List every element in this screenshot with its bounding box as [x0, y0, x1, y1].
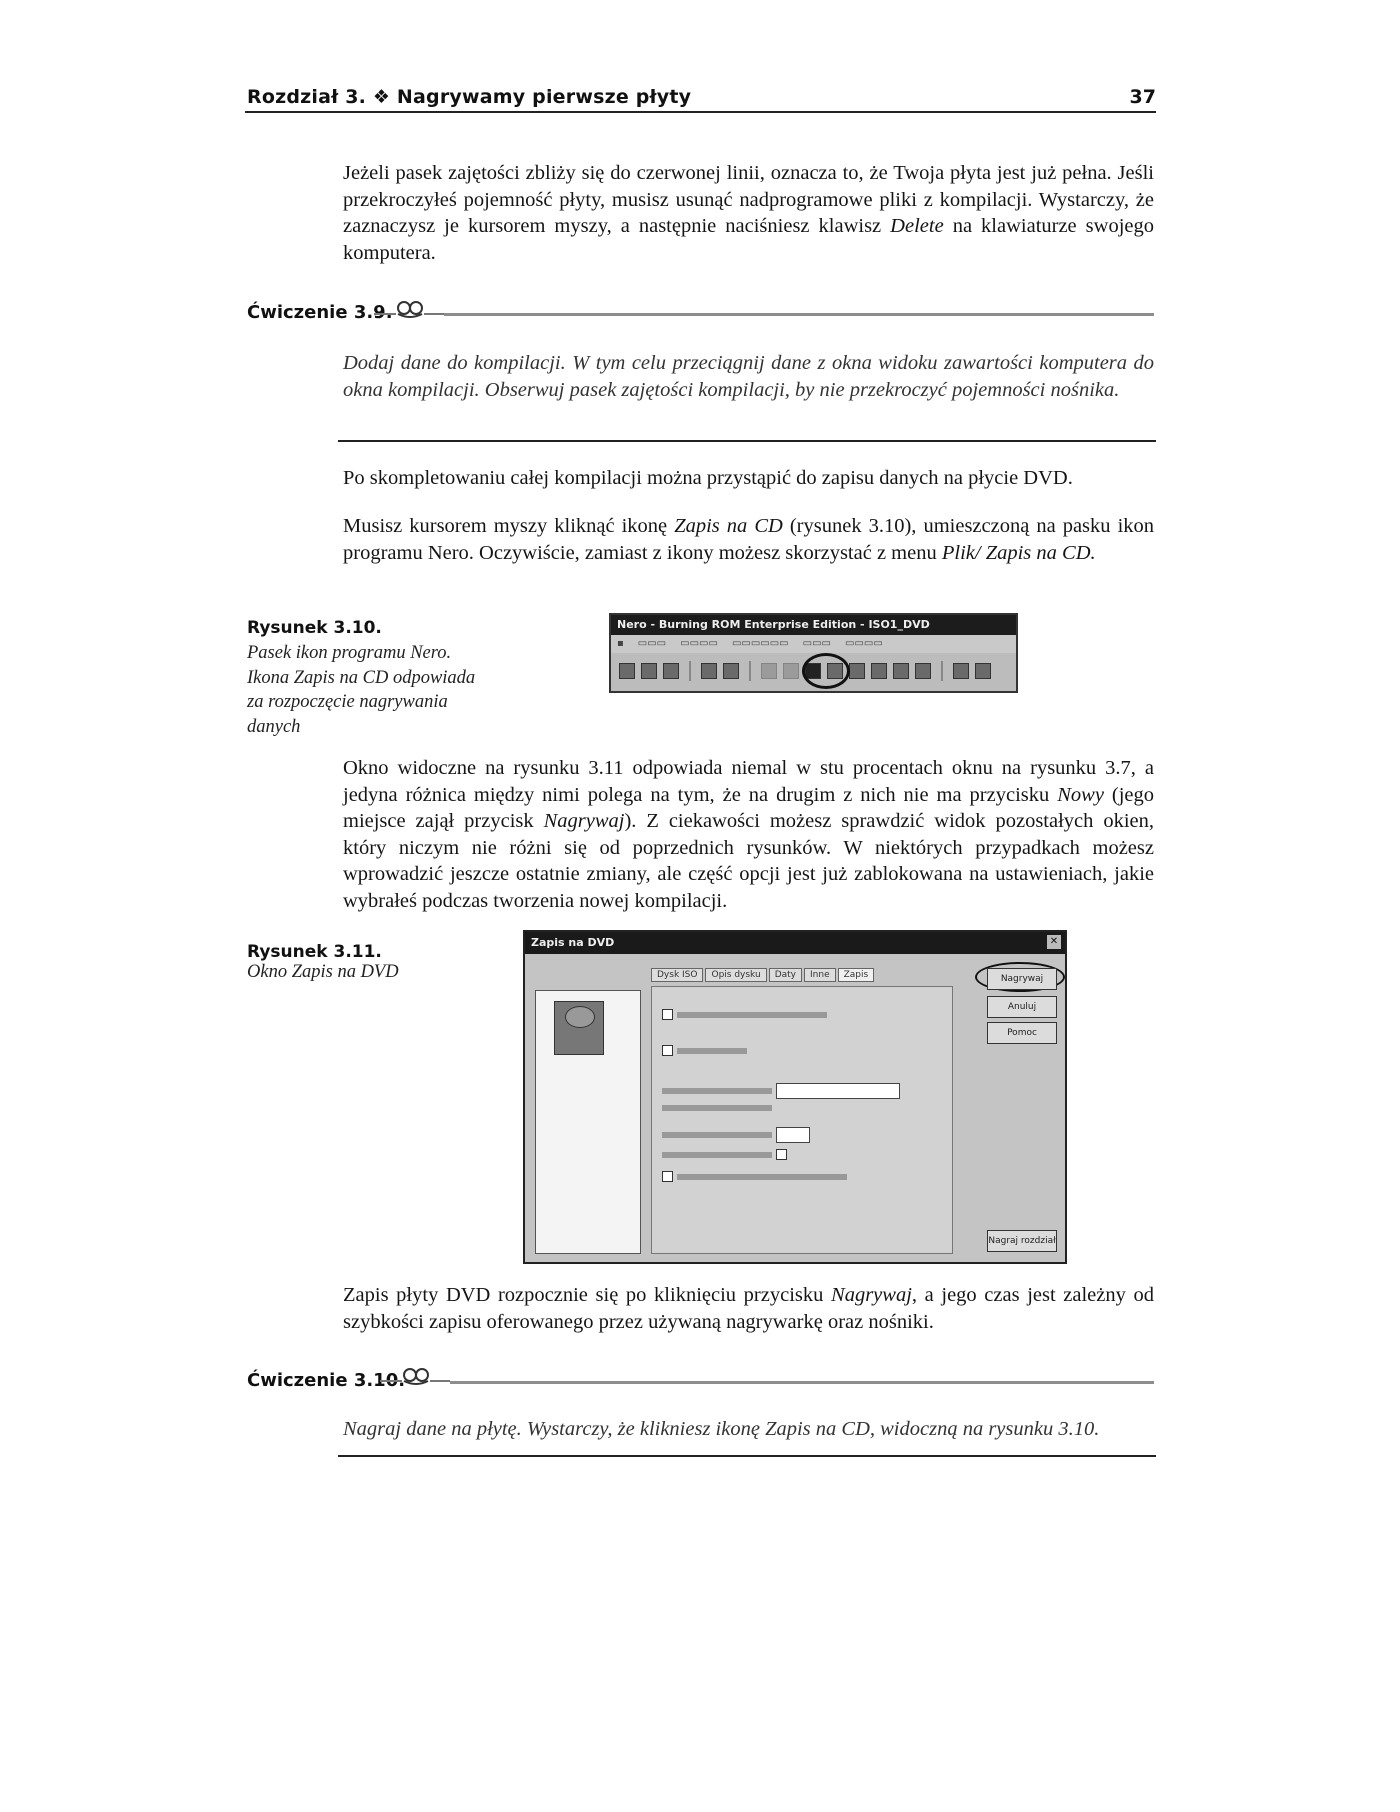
cut-icon	[723, 663, 739, 679]
window-icon	[915, 663, 931, 679]
drive-list	[535, 990, 641, 1254]
toolbar-separator	[689, 661, 691, 681]
disc-icon	[849, 663, 865, 679]
exercise-divider	[450, 1381, 1154, 1384]
paragraph-text: Musisz kursorem myszy kliknąć ikonę	[343, 515, 668, 537]
help-button: Pomoc	[987, 1022, 1057, 1044]
dialog-tabs	[651, 968, 874, 982]
figure-3-11-screenshot	[523, 930, 1067, 1264]
paragraph-italic: Nowy	[1057, 783, 1104, 806]
window-title-text: Zapis na DVD	[531, 936, 615, 949]
help-icon	[953, 663, 969, 679]
page-number: 37	[1129, 86, 1156, 108]
exercise-divider	[444, 313, 1154, 316]
option-row	[662, 1127, 810, 1143]
toolbar-separator	[749, 661, 751, 681]
close-icon: ✕	[1047, 935, 1061, 949]
exercise-end-rule	[338, 440, 1156, 442]
open-icon	[641, 663, 657, 679]
paragraph-italic: Zapis na CD	[674, 515, 783, 537]
burn-button: Nagrywaj	[987, 968, 1057, 990]
record-button: Nagraj rozdział	[987, 1230, 1057, 1252]
option-row	[662, 1171, 847, 1182]
window-title	[525, 932, 1065, 954]
tab-label: Dysk ISO	[651, 968, 703, 982]
speed-field	[776, 1083, 900, 1099]
cancel-button: Anuluj	[987, 996, 1057, 1018]
dvd-drive-icon	[554, 1001, 604, 1055]
paragraph-text: Okno widoczne na rysunku 3.11 odpowiada niemal w stu procentach oknu na rysunku 3.7, a jedyna różnica między nimi polega na tym, że na drugim z nich nie ma przycisku	[343, 757, 1154, 806]
tab-label: Opis dysku	[705, 968, 766, 982]
context-help-icon	[975, 663, 991, 679]
ornament-icon	[380, 1365, 450, 1387]
copies-field	[776, 1127, 810, 1143]
paste-icon	[783, 663, 799, 679]
copy-icon	[761, 663, 777, 679]
toolbar-separator	[941, 661, 943, 681]
eject-icon	[871, 663, 887, 679]
tab-label-active: Zapis	[838, 968, 875, 982]
exercise-3-10-label: Ćwiczenie 3.10.	[247, 1370, 406, 1391]
ornament-icon	[374, 298, 444, 320]
menu-bar: ▪ ▭▭▭ ▭▭▭▭ ▭▭▭▭▭▭ ▭▭▭ ▭▭▭▭	[611, 635, 1016, 653]
paragraph-4	[343, 755, 1154, 914]
paragraph-italic: Nagrywaj	[543, 810, 625, 832]
paragraph-3	[343, 513, 1154, 566]
dialog-panel	[651, 986, 953, 1254]
option-row	[662, 1149, 787, 1160]
paragraph-italic: Nagrywaj	[831, 1284, 912, 1306]
option-row	[662, 1083, 900, 1099]
tab-label: Inne	[804, 968, 836, 982]
checkbox-icon	[662, 1045, 673, 1056]
option-row	[662, 1105, 772, 1111]
checkbox-icon	[662, 1171, 673, 1182]
paragraph-italic: Delete	[890, 215, 944, 237]
figure-3-11-caption: Okno Zapis na DVD	[247, 962, 399, 982]
option-row	[662, 1045, 747, 1056]
paragraph-text: ). Z ciekawości możesz sprawdzić widok pozostałych okien, który niczym nie różni się od poprzednich rysunków. W niektórych przypadkach możesz wprowadzić jeszcze ostatnie zmiany, ale część opcji jest już zablokowana na ustawieniach, jakie wybrałeś podczas tworzenia nowej kompilacji.	[343, 810, 1155, 912]
paragraph-text: Zapis płyty DVD rozpocznie się po kliknięciu przycisku	[343, 1284, 824, 1306]
exercise-end-rule	[338, 1455, 1156, 1457]
figure-3-10-screenshot	[609, 613, 1018, 693]
figure-3-11-label: Rysunek 3.11.	[247, 942, 382, 962]
exercise-3-9-text: Dodaj dane do kompilacji. W tym celu przeciągnij dane z okna widoku zawartości komputera do okna kompilacji. Obserwuj pasek zajętości kompilacji, by nie przekroczyć pojemności nośnika.	[343, 352, 1154, 401]
paragraph-italic: Plik/ Zapis na CD.	[941, 541, 1096, 564]
toolbar-icons	[611, 653, 1016, 689]
paragraph-text: Jeżeli pasek zajętości zbliży się do czerwonej linii, oznacza to, że Twoja płyta jest już pełna. Jeśli przekroczyłeś pojemność płyty, musisz usunąć nadprogramowe pliki z kompilacji. Wystarczy, że zaznaczysz je kursorem myszy, a następnie naciśniesz klawisz	[343, 162, 1154, 237]
paragraph-text: , a jego czas jest zależny od szybkości zapisu oferowanego przez używaną nagrywarkę oraz nośniki.	[343, 1284, 1155, 1333]
figure-3-10-label: Rysunek 3.10.	[247, 618, 382, 638]
paragraph-1	[343, 160, 1154, 266]
save-icon	[663, 663, 679, 679]
new-icon	[619, 663, 635, 679]
paragraph-5	[343, 1282, 1154, 1335]
checkbox-icon	[662, 1009, 673, 1020]
header-rule	[245, 111, 1156, 113]
highlight-circle	[802, 653, 850, 689]
drive-icon	[893, 663, 909, 679]
exercise-3-9-label: Ćwiczenie 3.9.	[247, 302, 393, 323]
paragraph-text: na klawiaturze swojego komputera.	[343, 215, 1154, 264]
window-title: Nero - Burning ROM Enterprise Edition - ISO1_DVD	[611, 615, 1016, 635]
paragraph-text: (jego miejsce zajął przycisk	[343, 783, 1155, 832]
paragraph-text: (rysunek 3.10), umieszczoną na pasku ikon programu Nero. Oczywiście, zamiast z ikony możesz skorzystać z menu	[343, 515, 1155, 564]
paragraph-2: Po skompletowaniu całej kompilacji można przystąpić do zapisu danych na płycie DVD.	[343, 467, 1073, 489]
exercise-3-10-text: Nagraj dane na płytę. Wystarczy, że klikniesz ikonę Zapis na CD, widoczną na rysunku 3.10.	[343, 1418, 1100, 1440]
figure-3-10-caption: Pasek ikon programu Nero. Ikona Zapis na CD odpowiada za rozpoczęcie nagrywania danych	[247, 643, 476, 737]
checkbox-icon	[776, 1149, 787, 1160]
tab-label: Daty	[769, 968, 802, 982]
running-header: Rozdział 3. ❖ Nagrywamy pierwsze płyty	[247, 86, 692, 108]
option-row	[662, 1009, 827, 1020]
print-icon	[701, 663, 717, 679]
